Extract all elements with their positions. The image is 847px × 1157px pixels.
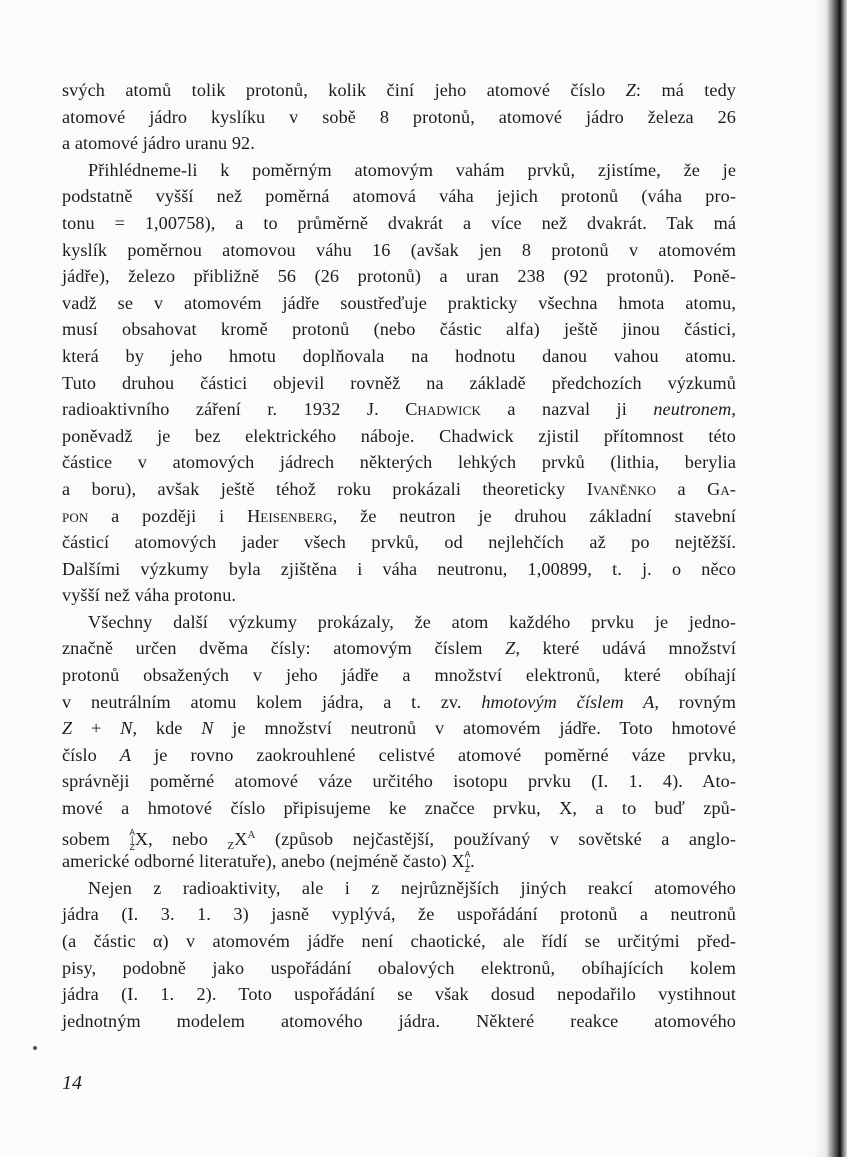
text-line [62,768,736,795]
text-segment: : má tedy [635,80,736,100]
text-line [62,503,736,530]
text-segment: je rovno zaokrouhlené celistvé atomové poměrné váze prvku, [131,744,736,765]
text-segment: atomové jádro kyslíku v sobě 8 protonů, atomové jádro železa 26 [62,106,736,127]
text-line [62,609,736,636]
text-segment: sobem [62,828,130,849]
text-segment: , kde [132,718,202,739]
text-segment: správněji poměrné atomové váze určitého isotopu prvku (I. 1. 4). Ato- [62,771,736,792]
text-segment: + [72,718,121,739]
text-line [62,822,736,853]
text-segment: a boru), avšak ještě téhož roku prokázali theoreticky [62,478,587,499]
text-line [62,928,736,955]
text-line [62,529,736,556]
text-segment: X, nebo [134,828,228,849]
text-line [62,635,736,662]
text-line [62,130,736,157]
text-line [62,848,736,875]
text-segment: která by jeho hmotu doplňovala na hodnotu danou vahou atomu. [62,345,736,366]
text-segment: kyslík poměrnou atomovou váhu 16 (avšak jen 8 protonů v atomovém [62,239,736,260]
text-line [62,901,736,928]
text-segment: v neutrálním atomu kolem jádra, a t. zv. [62,691,482,712]
author-name: Chadwick [405,399,481,420]
script-text: A [247,828,256,841]
text-segment: radioaktivního záření r. 1932 J. [62,399,406,420]
text-line [62,343,736,370]
text-segment: musí obsahovat kromě protonů (nebo částic alfa) ještě jinou částici, [62,319,736,340]
text-segment: jádra (I. 3. 1. 3) jasně vyplývá, že uspořádání protonů a neutronů [62,904,736,925]
text-segment: , [731,399,736,420]
text-segment: pisy, podobně jako uspořádání obalových elektronů, obíhajících kolem [62,957,736,978]
text-line [62,370,736,397]
text-segment: tonu = 1,00758), a to průměrně dvakrát a více než dvakrát. Tak má [62,212,736,233]
text-segment: Tuto druhou částici objevil rovněž na základě předchozích výzkumů [62,372,736,393]
scan-speck [33,1046,37,1050]
text-segment: Dalšími výzkumy byla zjištěna i váha neutronu, 1,00899, t. j. o něco [62,558,736,579]
script-text: Z [227,839,235,852]
text-segment: svých atomů tolik protonů, kolik činí jeho atomové číslo [62,80,626,100]
text-line [62,210,736,237]
text-line [62,449,736,476]
text-segment: poněvadž je bez elektrického náboje. Chadwick zjistil přítomnost této [62,425,736,446]
text-line [62,689,736,716]
text-line [62,423,736,450]
text-line [62,77,736,104]
text-segment: americké odborné literatuře), anebo (nejméně často) X [62,851,465,872]
text-line [62,183,736,210]
text-segment: vadž se v atomovém jádře soustřeďuje prakticky všechna hmota atomu, [62,292,736,313]
text-line [62,476,736,503]
text-segment: a [656,478,708,499]
italic-text: A [119,744,132,765]
text-segment: . [470,851,475,872]
text-segment: Nejen z radioaktivity, ale i z nejrůznějších jiných reakcí atomového [88,877,736,898]
text-line [62,981,736,1008]
text-line [62,715,736,742]
italic-text: neutronem [653,399,732,420]
text-line [62,157,736,184]
text-segment: číslo [62,744,120,765]
author-name: Ga- [707,478,736,499]
text-line [62,237,736,264]
text-line [62,875,736,902]
isotope-notation: A|Z [464,850,471,876]
author-name: pon [62,505,89,526]
text-line [62,795,736,822]
italic-text: N [120,718,133,739]
text-segment: částicí atomových jader všech prvků, od nejlehčích až po nejtěžší. [62,532,736,553]
text-segment: jádra (I. 1. 2). Toto uspořádání se však dosud nepodařilo vystihnout [62,984,736,1005]
text-line [62,556,736,583]
text-line [62,396,736,423]
italic-text: Z [505,638,516,659]
text-line [62,955,736,982]
text-segment: částice v atomových jádrech některých lehkých prvků (lithia, berylia [62,452,736,473]
text-segment: mové a hmotové číslo připisujeme ke značce prvku, X, a to buď způ- [62,798,736,819]
text-segment: jádře), železo přibližně 56 (26 protonů) a uran 238 (92 protonů). Poně- [62,266,736,287]
body-text [62,77,736,1034]
text-line [62,316,736,343]
text-segment: a nazval ji [480,399,654,420]
text-segment: Přihlédneme-li k poměrným atomovým vahám prvků, zjistíme, že je [88,159,736,180]
text-segment: je množství neutronů v atomovém jádře. Toto hmotové [213,718,736,739]
italic-text: Z [625,80,636,100]
text-segment: X [234,828,248,849]
text-segment: , rovným [654,691,736,712]
text-segment: Všechny další výzkumy prokázaly, že atom každého prvku je jedno- [88,611,736,632]
text-segment: a později i [88,505,248,526]
text-segment: , které udává množství [515,638,736,659]
italic-text: N [201,718,214,739]
text-segment: podstatně vyšší než poměrná atomová váha jejich protonů (váha pro- [62,186,736,207]
book-binding-edge [815,0,847,1157]
text-segment: protonů obsažených v jeho jádře a množství elektronů, které obíhají [62,665,736,686]
text-segment: jednotným modelem atomového jádra. Některé reakce atomového [62,1010,736,1031]
author-name: Heisenberg [247,505,333,526]
text-line [62,263,736,290]
text-segment: značně určen dvěma čísly: atomovým číslem [62,638,506,659]
italic-text: hmotovým číslem A [481,691,655,712]
text-segment: vyšší než váha protonu. [62,585,237,606]
isotope-notation: A|Z [129,827,135,853]
text-line [62,742,736,769]
text-segment: a atomové jádro uranu 92. [62,133,255,154]
italic-text: Z [62,718,73,739]
text-segment: (způsob nejčastější, používaný v sovětské a anglo- [255,828,736,849]
author-name: Ivaněnko [586,478,657,499]
text-line [62,662,736,689]
text-segment: (a částic α) v atomovém jádře není chaotické, ale řídí se určitými před- [62,931,736,951]
text-line [62,582,736,609]
text-line [62,1008,736,1035]
text-segment: , že neutron je druhou základní stavební [332,505,736,526]
text-line [62,104,736,131]
page-number: 14 [62,1072,82,1094]
text-line [62,290,736,317]
